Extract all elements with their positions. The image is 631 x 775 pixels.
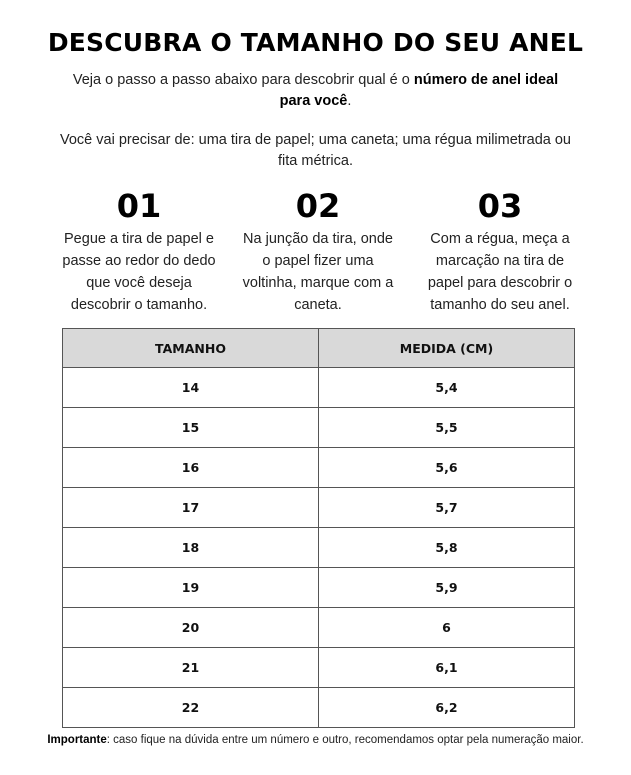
- header-size: TAMANHO: [63, 329, 319, 368]
- table-row: [63, 488, 575, 528]
- measure-cell: 5,7: [319, 488, 575, 528]
- step-description: Pegue a tira de papel e passe ao redor do dedo que você deseja descobrir o tamanho.: [62, 231, 216, 313]
- step-1: [59, 186, 219, 316]
- step-2: [238, 186, 398, 316]
- table-header-row: [63, 329, 575, 368]
- size-table: [62, 328, 575, 728]
- measure-cell: 6,2: [319, 688, 575, 728]
- intro-text: Veja o passo a passo abaixo para descobrir qual é o: [72, 72, 410, 88]
- table-row: [63, 528, 575, 568]
- measure-cell: 5,9: [319, 568, 575, 608]
- table-row: [63, 568, 575, 608]
- step-number: 01: [116, 187, 162, 225]
- step-number: 03: [477, 187, 523, 225]
- measure-cell: 5,6: [319, 448, 575, 488]
- table-row: [63, 408, 575, 448]
- intro-bold-text: número de anel ideal para você: [279, 72, 559, 109]
- measure-cell: 6,1: [319, 648, 575, 688]
- footnote-label: Importante: [47, 734, 107, 746]
- table-row: [63, 688, 575, 728]
- size-cell: 18: [63, 528, 319, 568]
- table-row: [63, 608, 575, 648]
- page-title: DESCUBRA O TAMANHO DO SEU ANEL: [47, 28, 584, 57]
- table-row: [63, 648, 575, 688]
- footnote: [0, 734, 631, 746]
- measure-cell: 5,5: [319, 408, 575, 448]
- measure-cell: 5,8: [319, 528, 575, 568]
- table-row: [63, 368, 575, 408]
- measure-cell: 5,4: [319, 368, 575, 408]
- step-3: [420, 186, 580, 316]
- intro-end: .: [347, 93, 352, 109]
- footnote-text: : caso fique na dúvida entre um número e outro, recomendamos optar pela numeração maior.: [106, 734, 584, 746]
- size-cell: 22: [63, 688, 319, 728]
- size-cell: 16: [63, 448, 319, 488]
- header-measure: MEDIDA (CM): [319, 329, 575, 368]
- step-number: 02: [295, 187, 341, 225]
- materials-paragraph: Você vai precisar de: uma tira de papel; uma caneta; uma régua milimetrada ou fita métrica.: [60, 132, 571, 169]
- size-cell: 17: [63, 488, 319, 528]
- size-cell: 15: [63, 408, 319, 448]
- table-row: [63, 448, 575, 488]
- intro-paragraph: [60, 70, 571, 112]
- size-cell: 20: [63, 608, 319, 648]
- size-cell: 21: [63, 648, 319, 688]
- measure-cell: 6: [319, 608, 575, 648]
- step-description: Na junção da tira, onde o papel fizer uma voltinha, marque com a caneta.: [242, 231, 394, 313]
- step-description: Com a régua, meça a marcação na tira de papel para descobrir o tamanho do seu anel.: [427, 231, 573, 313]
- size-cell: 19: [63, 568, 319, 608]
- size-cell: 14: [63, 368, 319, 408]
